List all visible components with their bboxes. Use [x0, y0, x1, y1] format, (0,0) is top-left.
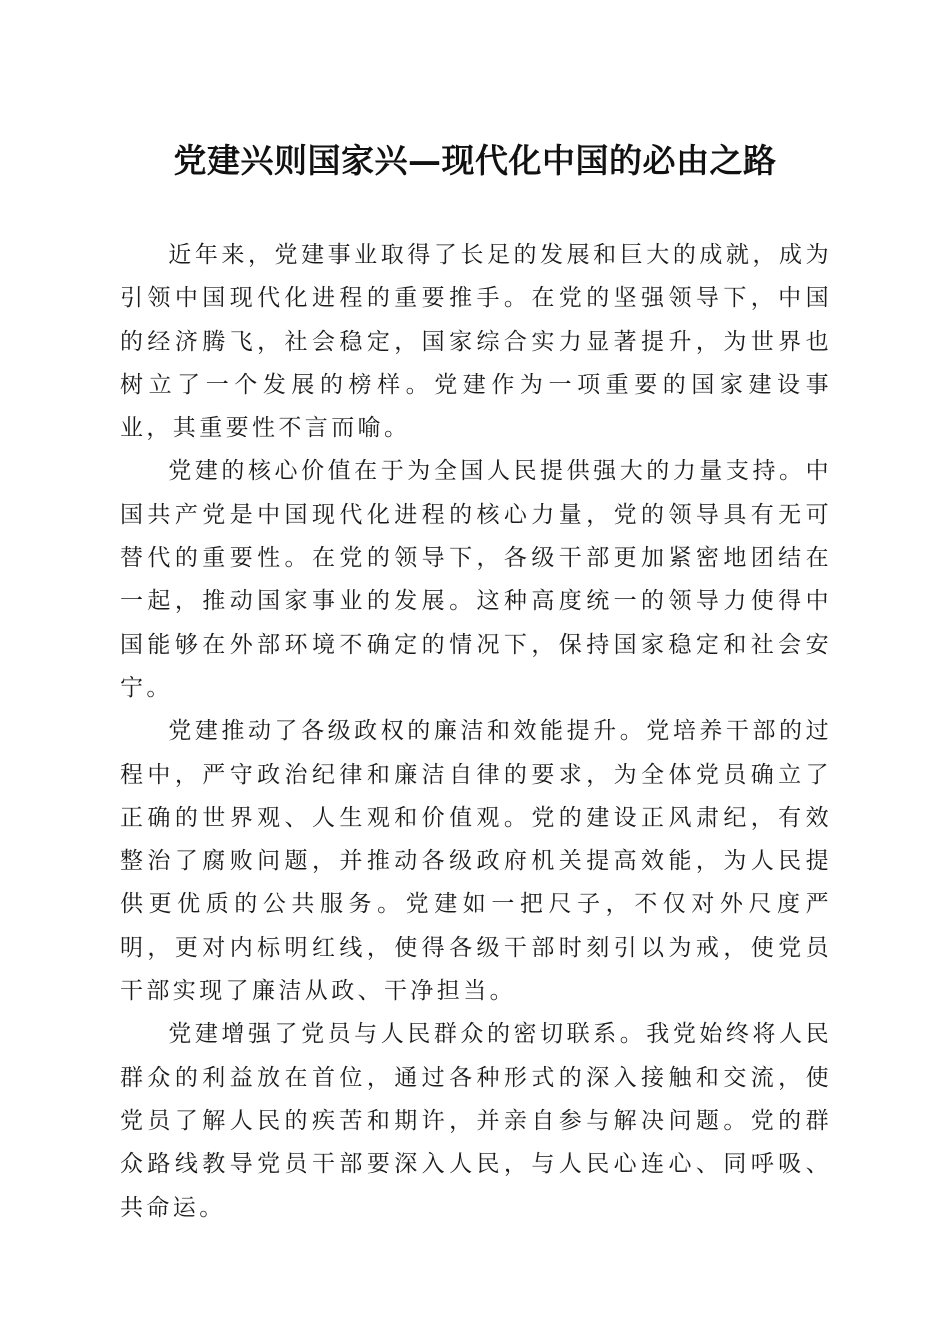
- paragraph-2: 党建的核心价值在于为全国人民提供强大的力量支持。中国共产党是中国现代化进程的核心力量，党的领导具有无可替代的重要性。在党的领导下，各级干部更加紧密地团结在一起，推动国家事业的发展。这种高度统一的领导力使得中国能够在外部环境不确定的情况下，保持国家稳定和社会安宁。: [120, 458, 832, 701]
- paragraph-4: 党建增强了党员与人民群众的密切联系。我党始终将人民群众的利益放在首位，通过各种形式的深入接触和交流，使党员了解人民的疾苦和期许，并亲自参与解决问题。党的群众路线教导党员干部要深入人民，与人民心连心、同呼吸、共命运。: [120, 1021, 832, 1221]
- document-title: 党建兴则国家兴—现代化中国的必由之路: [173, 141, 777, 180]
- document-body: [120, 234, 832, 1230]
- paragraph-1: 近年来，党建事业取得了长足的发展和巨大的成就，成为引领中国现代化进程的重要推手。在党的坚强领导下，中国的经济腾飞，社会稳定，国家综合实力显著提升，为世界也树立了一个发展的榜样。党建作为一项重要的国家建设事业，其重要性不言而喻。: [120, 242, 832, 442]
- paragraph-3: 党建推动了各级政权的廉洁和效能提升。党培养干部的过程中，严守政治纪律和廉洁自律的要求，为全体党员确立了正确的世界观、人生观和价值观。党的建设正风肃纪，有效整治了腐败问题，并推动各级政府机关提高效能，为人民提供更优质的公共服务。党建如一把尺子，不仅对外尺度严明，更对内标明红线，使得各级干部时刻引以为戒，使党员干部实现了廉洁从政、干净担当。: [120, 718, 832, 1005]
